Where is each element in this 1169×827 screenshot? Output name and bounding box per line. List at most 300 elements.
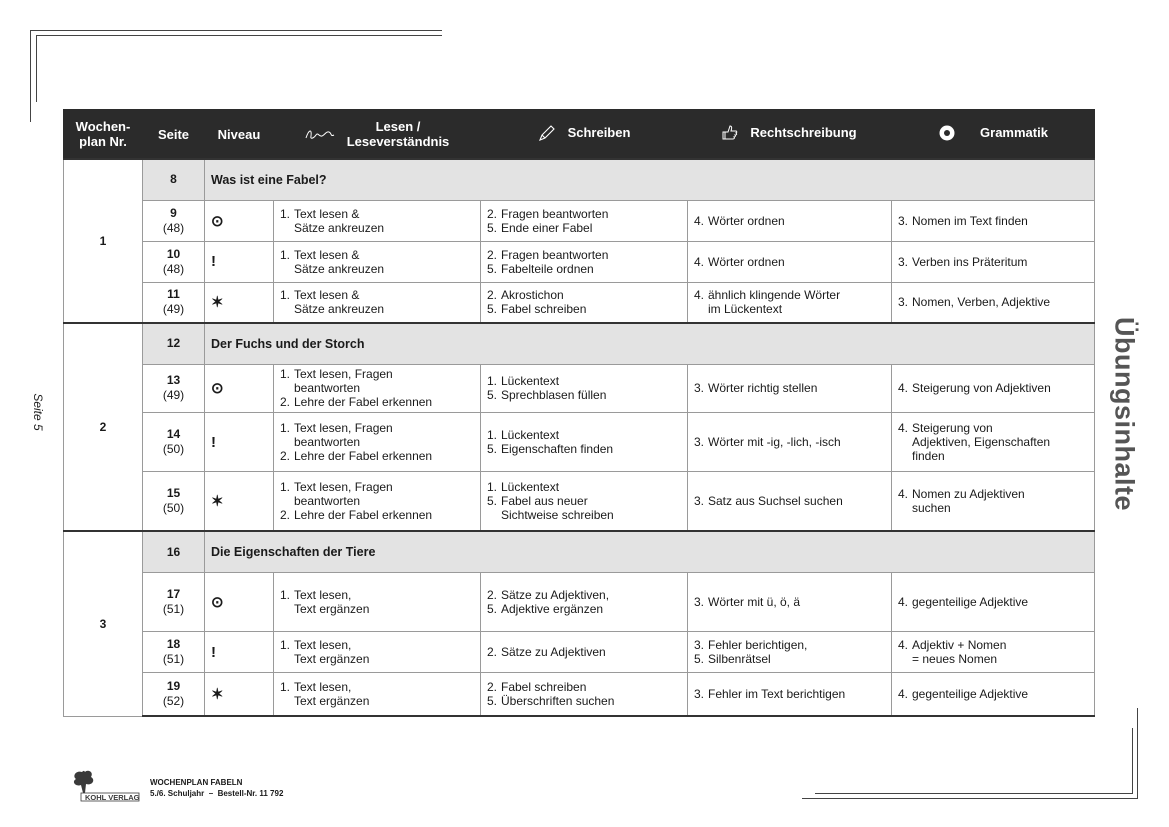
item-number: 5.	[487, 694, 498, 709]
list-item	[487, 680, 681, 694]
list-item	[694, 435, 885, 449]
unit-row	[64, 323, 1095, 364]
item-text: Text lesen,	[294, 638, 352, 653]
table-header-row	[64, 110, 1095, 160]
item-number	[487, 508, 501, 522]
grammatik-cell	[892, 572, 1095, 631]
list-item	[487, 694, 681, 708]
item-text: Lückentext	[501, 374, 560, 389]
list-item	[487, 288, 681, 302]
schreiben-cell	[481, 632, 688, 673]
table-row	[64, 572, 1095, 631]
item-text: Lehre der Fabel erkennen	[294, 395, 433, 410]
item-number: 5.	[487, 602, 498, 617]
item-number: 2.	[487, 680, 498, 695]
page-number: 17	[166, 587, 181, 602]
grammatik-list	[898, 638, 1088, 666]
page-number: 19	[166, 679, 181, 694]
page-number: 9	[170, 205, 177, 220]
item-number: 1.	[487, 374, 498, 389]
page-number: 13	[166, 373, 181, 388]
header-rechtschreibung-label: Rechtschreibung	[750, 125, 857, 140]
list-item	[898, 652, 1088, 666]
item-number: 4.	[898, 487, 909, 502]
list-item	[898, 295, 1088, 309]
item-text: Nomen zu Adjektiven	[912, 487, 1025, 502]
wochenplan-number: 3	[64, 531, 143, 716]
lesen-list	[280, 288, 474, 316]
header-wochenplan: Wochen- plan Nr.	[64, 110, 143, 160]
item-number: 1.	[280, 288, 291, 303]
lesen-cell	[274, 200, 481, 241]
item-text: Adjektive ergänzen	[501, 602, 604, 617]
item-text: Lückentext	[501, 480, 560, 495]
header-schreiben	[481, 110, 688, 160]
item-text: Text ergänzen	[294, 602, 370, 617]
grammatik-list	[898, 255, 1088, 269]
list-item	[280, 694, 474, 708]
item-number: 3.	[694, 435, 705, 450]
header-rechtschreibung	[688, 110, 892, 160]
item-text: Sätze zu Adjektiven,	[501, 588, 610, 603]
table-row	[64, 412, 1095, 471]
header-lesen-label: Lesen / Leseverständnis	[346, 119, 450, 149]
page-number: 14	[166, 427, 181, 442]
item-number: 3.	[694, 494, 705, 509]
rechtschreibung-cell	[688, 412, 892, 471]
item-number: 1.	[487, 428, 498, 443]
unit-page: 16	[143, 531, 205, 572]
grammatik-cell	[892, 412, 1095, 471]
page-number: 10	[166, 246, 181, 261]
schreiben-list	[487, 207, 681, 235]
item-text: gegenteilige Adjektive	[912, 595, 1029, 610]
item-text: Fragen beantworten	[501, 247, 609, 262]
niveau-symbol: !	[205, 241, 274, 282]
unit-title: Was ist eine Fabel?	[205, 159, 1095, 200]
list-item	[898, 435, 1088, 449]
item-text: Silbenrätsel	[708, 652, 771, 667]
item-text: Text lesen &	[294, 247, 360, 262]
side-title: Übungsinhalte	[1109, 317, 1140, 511]
item-text: Wörter ordnen	[708, 254, 785, 269]
schreiben-list	[487, 588, 681, 616]
schreiben-cell	[481, 200, 688, 241]
page-cell	[143, 472, 205, 531]
item-text: suchen	[912, 501, 951, 516]
item-text: Sätze zu Adjektiven	[501, 645, 606, 660]
item-number: 2.	[280, 508, 291, 523]
item-number: 5.	[487, 388, 498, 403]
page-cell	[143, 241, 205, 282]
item-number	[898, 652, 912, 666]
list-item	[694, 687, 885, 701]
rechtschreibung-list	[694, 687, 885, 701]
item-number: 5.	[487, 220, 498, 235]
list-item	[487, 494, 681, 508]
item-text: Steigerung von Adjektiven	[912, 381, 1051, 396]
list-item	[280, 207, 474, 221]
exercise-table	[63, 109, 1095, 717]
list-item	[487, 508, 681, 522]
grammatik-cell	[892, 200, 1095, 241]
item-number: 4.	[694, 254, 705, 269]
item-text: Text lesen &	[294, 206, 360, 221]
item-number	[694, 302, 708, 316]
list-item	[280, 652, 474, 666]
item-text: Wörter richtig stellen	[708, 381, 818, 396]
item-text: im Lückentext	[708, 302, 783, 317]
item-number: 3.	[694, 381, 705, 396]
frame-bottom-right-horizontal	[802, 798, 1138, 799]
list-item	[487, 442, 681, 456]
page-number: 11	[167, 287, 180, 302]
schreiben-cell	[481, 282, 688, 323]
rechtschreibung-list	[694, 381, 885, 395]
handwriting-icon	[305, 127, 335, 141]
item-number	[280, 302, 294, 316]
grammatik-list	[898, 687, 1088, 701]
item-text: Adjektiven, Eigenschaften	[912, 435, 1051, 450]
item-text: Sätze ankreuzen	[294, 220, 385, 235]
niveau-symbol: !	[205, 632, 274, 673]
list-item	[280, 248, 474, 262]
item-number	[280, 494, 294, 508]
unit-page: 8	[143, 159, 205, 200]
grammatik-list	[898, 421, 1088, 463]
lesen-list	[280, 588, 474, 616]
niveau-symbol: ⊙	[205, 572, 274, 631]
list-item	[898, 214, 1088, 228]
list-item	[898, 501, 1088, 515]
frame-bottom-right-horizontal-inner	[815, 793, 1133, 794]
table-row	[64, 200, 1095, 241]
grammatik-cell	[892, 241, 1095, 282]
page-reference: (50)	[162, 442, 185, 457]
rechtschreibung-list	[694, 595, 885, 609]
grammatik-list	[898, 214, 1088, 228]
niveau-symbol: ✶	[205, 472, 274, 531]
list-item	[487, 480, 681, 494]
item-text: Fragen beantworten	[501, 206, 609, 221]
item-number: 3.	[694, 638, 705, 653]
item-text: Lehre der Fabel erkennen	[294, 449, 433, 464]
list-item	[898, 381, 1088, 395]
schreiben-list	[487, 428, 681, 456]
list-item	[280, 480, 474, 494]
list-item	[280, 395, 474, 409]
item-number	[280, 381, 294, 395]
list-item	[487, 207, 681, 221]
rechtschreibung-list	[694, 494, 885, 508]
item-text: Sätze ankreuzen	[294, 261, 385, 276]
item-number: 5.	[487, 302, 498, 317]
list-item	[487, 374, 681, 388]
item-text: Satz aus Suchsel suchen	[708, 494, 843, 509]
lesen-list	[280, 421, 474, 463]
list-item	[898, 421, 1088, 435]
schreiben-list	[487, 248, 681, 276]
lesen-list	[280, 480, 474, 522]
page-cell	[143, 200, 205, 241]
list-item	[280, 288, 474, 302]
header-lesen	[274, 110, 481, 160]
list-item	[694, 381, 885, 395]
rechtschreibung-list	[694, 638, 885, 666]
grammatik-list	[898, 381, 1088, 395]
rechtschreibung-list	[694, 214, 885, 228]
item-text: Sichtweise schreiben	[501, 508, 614, 523]
lesen-list	[280, 207, 474, 235]
header-schreiben-label: Schreiben	[567, 125, 631, 140]
item-text: Fehler im Text berichtigen	[708, 687, 846, 702]
item-text: Lückentext	[501, 428, 560, 443]
list-item	[487, 302, 681, 316]
grammatik-cell	[892, 282, 1095, 323]
item-number: 1.	[280, 206, 291, 221]
item-text: Wörter mit -ig, -lich, -isch	[708, 435, 841, 450]
footer-title: WOCHENPLAN FABELN	[150, 778, 243, 787]
schreiben-cell	[481, 364, 688, 412]
header-niveau: Niveau	[205, 110, 274, 160]
list-item	[280, 602, 474, 616]
lesen-cell	[274, 364, 481, 412]
list-item	[694, 494, 885, 508]
lesen-list	[280, 248, 474, 276]
item-number: 1.	[280, 421, 291, 436]
item-number: 2.	[487, 588, 498, 603]
item-text: Überschriften suchen	[501, 694, 615, 709]
item-number: 4.	[898, 638, 909, 653]
header-grammatik-label: Grammatik	[980, 125, 1048, 140]
list-item	[280, 421, 474, 435]
frame-top-left-horizontal-inner	[36, 35, 442, 36]
item-text: beantworten	[294, 435, 361, 450]
lesen-cell	[274, 282, 481, 323]
list-item	[487, 388, 681, 402]
item-number	[898, 449, 912, 463]
list-item	[694, 638, 885, 652]
list-item	[280, 221, 474, 235]
list-item	[898, 638, 1088, 652]
page-reference: (51)	[162, 602, 185, 617]
item-number	[280, 435, 294, 449]
item-number: 2.	[487, 247, 498, 262]
page-cell	[143, 364, 205, 412]
item-number: 3.	[694, 687, 705, 702]
lesen-cell	[274, 632, 481, 673]
niveau-symbol: ✶	[205, 673, 274, 716]
schreiben-cell	[481, 412, 688, 471]
item-text: Text lesen,	[294, 588, 352, 603]
unit-page: 12	[143, 323, 205, 364]
table-row	[64, 282, 1095, 323]
item-number: 4.	[898, 381, 909, 396]
item-number	[898, 435, 912, 449]
item-text: Wörter ordnen	[708, 213, 785, 228]
footer-text	[150, 777, 283, 799]
unit-row	[64, 531, 1095, 572]
item-number	[280, 652, 294, 666]
item-text: Sätze ankreuzen	[294, 302, 385, 317]
item-text: Text ergänzen	[294, 694, 370, 709]
page-reference: (48)	[162, 220, 185, 235]
wochenplan-number: 2	[64, 323, 143, 531]
item-text: Fabel schreiben	[501, 680, 587, 695]
rechtschreibung-cell	[688, 472, 892, 531]
item-text: = neues Nomen	[912, 652, 998, 667]
item-text: beantworten	[294, 381, 361, 396]
item-number: 1.	[280, 588, 291, 603]
niveau-symbol: ⊙	[205, 200, 274, 241]
list-item	[694, 595, 885, 609]
rechtschreibung-cell	[688, 572, 892, 631]
schreiben-list	[487, 645, 681, 659]
item-text: Text lesen, Fragen	[294, 421, 393, 436]
page-reference: (48)	[162, 261, 185, 276]
item-number: 3.	[898, 254, 909, 269]
pen-icon	[538, 124, 556, 142]
list-item	[487, 588, 681, 602]
thumbs-up-icon	[722, 124, 738, 142]
list-item	[694, 288, 885, 302]
item-text: Sprechblasen füllen	[501, 388, 607, 403]
item-number: 3.	[898, 213, 909, 228]
frame-bottom-right-vertical-inner	[1132, 728, 1133, 794]
frame-bottom-right-vertical	[1137, 708, 1138, 799]
lesen-cell	[274, 412, 481, 471]
item-text: Lehre der Fabel erkennen	[294, 508, 433, 523]
item-number	[280, 221, 294, 235]
schreiben-list	[487, 374, 681, 402]
rechtschreibung-list	[694, 255, 885, 269]
schreiben-list	[487, 680, 681, 708]
item-number: 2.	[280, 395, 291, 410]
item-number: 4.	[898, 595, 909, 610]
page-reference: (50)	[162, 501, 185, 516]
item-text: Fabelteile ordnen	[501, 261, 594, 276]
list-item	[487, 602, 681, 616]
list-item	[280, 449, 474, 463]
page-number: 18	[166, 637, 181, 652]
page-cell	[143, 282, 205, 323]
item-number: 1.	[280, 367, 291, 382]
rechtschreibung-cell	[688, 632, 892, 673]
lesen-cell	[274, 572, 481, 631]
item-text: Verben ins Präteritum	[912, 254, 1028, 269]
list-item	[280, 638, 474, 652]
list-item	[487, 645, 681, 659]
list-item	[694, 255, 885, 269]
grammatik-list	[898, 295, 1088, 309]
unit-title: Der Fuchs und der Storch	[205, 323, 1095, 364]
header-grammatik	[892, 110, 1095, 160]
item-number	[898, 501, 912, 515]
item-number: 5.	[487, 494, 498, 509]
niveau-symbol: ⊙	[205, 364, 274, 412]
frame-top-left-vertical-inner	[36, 35, 37, 102]
grammatik-cell	[892, 673, 1095, 716]
lesen-cell	[274, 241, 481, 282]
table-row	[64, 472, 1095, 531]
item-number: 1.	[280, 480, 291, 495]
list-item	[694, 652, 885, 666]
item-text: Nomen im Text finden	[912, 213, 1028, 228]
item-text: Wörter mit ü, ö, ä	[708, 595, 801, 610]
item-text: Steigerung von	[912, 421, 993, 436]
item-number: 4.	[694, 288, 705, 303]
list-item	[487, 262, 681, 276]
list-item	[280, 435, 474, 449]
list-item	[280, 367, 474, 381]
page-reference: (52)	[162, 694, 185, 709]
table-row	[64, 673, 1095, 716]
niveau-symbol: !	[205, 412, 274, 471]
item-text: finden	[912, 449, 945, 464]
schreiben-cell	[481, 472, 688, 531]
rechtschreibung-cell	[688, 364, 892, 412]
item-number	[280, 262, 294, 276]
grammatik-cell	[892, 364, 1095, 412]
page-reference: (51)	[162, 652, 185, 667]
grammatik-list	[898, 595, 1088, 609]
item-text: Nomen, Verben, Adjektive	[912, 295, 1051, 310]
list-item	[280, 302, 474, 316]
header-seite: Seite	[143, 110, 205, 160]
item-text: Ende einer Fabel	[501, 220, 593, 235]
schreiben-list	[487, 288, 681, 316]
page-number: 15	[166, 486, 181, 501]
wochenplan-number: 1	[64, 159, 143, 323]
rechtschreibung-list	[694, 288, 885, 316]
lesen-list	[280, 367, 474, 409]
lesen-cell	[274, 472, 481, 531]
grammatik-cell	[892, 472, 1095, 531]
item-text: gegenteilige Adjektive	[912, 687, 1029, 702]
grammatik-list	[898, 487, 1088, 515]
schreiben-cell	[481, 572, 688, 631]
list-item	[280, 494, 474, 508]
item-number: 5.	[487, 261, 498, 276]
rechtschreibung-cell	[688, 241, 892, 282]
table-row	[64, 632, 1095, 673]
list-item	[280, 588, 474, 602]
logo-text: KOHL VERLAG	[85, 793, 140, 802]
item-text: Fabel aus neuer	[501, 494, 588, 509]
target-circle-icon	[938, 124, 956, 142]
item-number: 1.	[280, 680, 291, 695]
item-number: 2.	[280, 449, 291, 464]
list-item	[694, 302, 885, 316]
list-item	[898, 255, 1088, 269]
list-item	[280, 680, 474, 694]
item-number: 5.	[487, 442, 498, 457]
item-number	[280, 602, 294, 616]
item-number: 2.	[487, 206, 498, 221]
rechtschreibung-list	[694, 435, 885, 449]
list-item	[898, 449, 1088, 463]
lesen-list	[280, 680, 474, 708]
footer-order-info: 5./6. Schuljahr – Bestell-Nr. 11 792	[150, 789, 284, 798]
item-number: 3.	[694, 595, 705, 610]
item-number: 3.	[898, 295, 909, 310]
page-cell	[143, 632, 205, 673]
item-text: beantworten	[294, 494, 361, 509]
page-reference: (49)	[162, 302, 185, 317]
item-text: Fehler berichtigen,	[708, 638, 808, 653]
item-number: 4.	[898, 687, 909, 702]
table-row	[64, 241, 1095, 282]
